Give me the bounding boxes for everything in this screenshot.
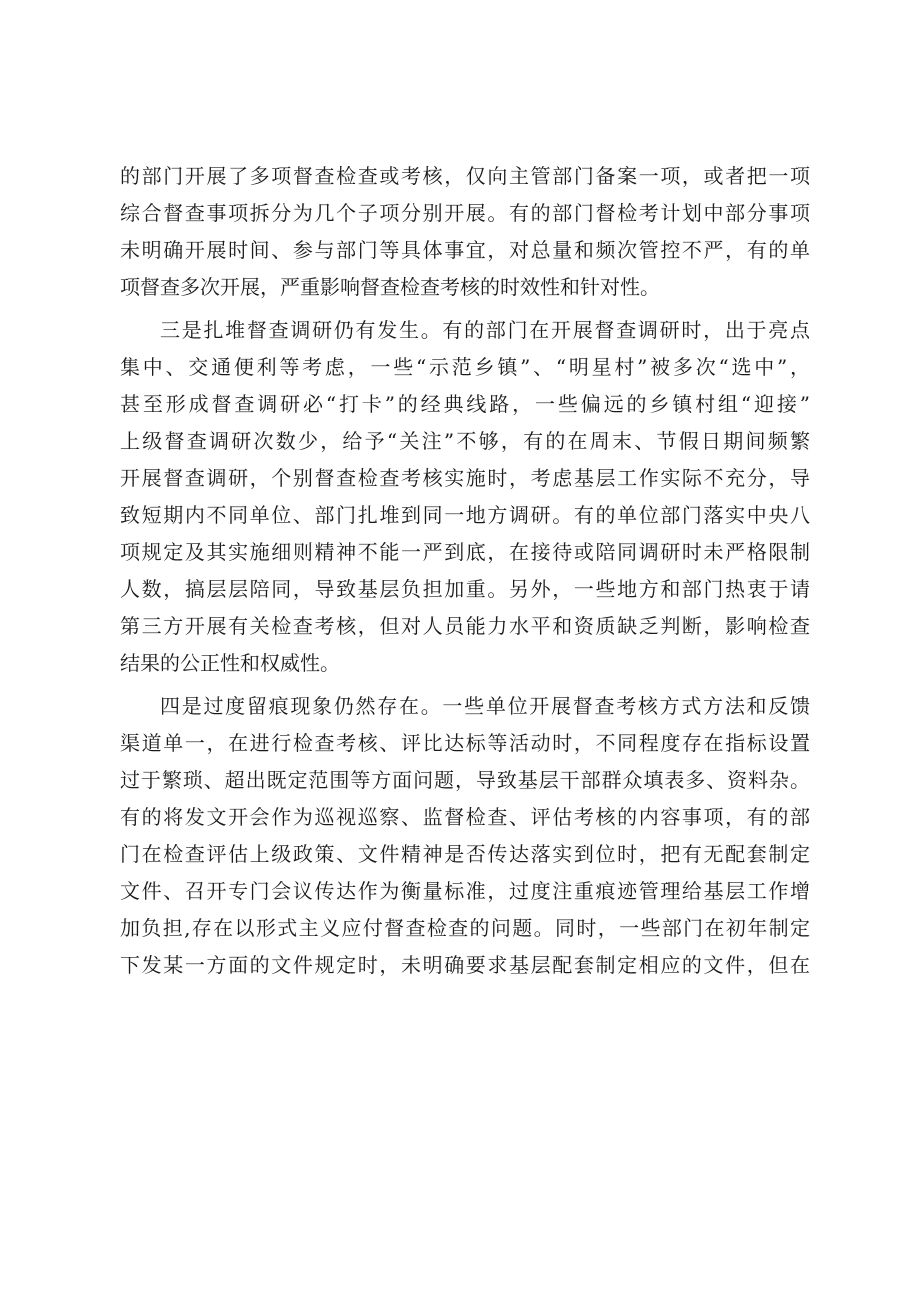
paragraph-line: 项规定及其实施细则精神不能一严到底，在接待或陪同调研时未严格限制	[120, 540, 810, 564]
paragraph-line: 甚至形成督查调研必“打卡”的经典线路，一些偏远的乡镇村组“迎接”	[120, 392, 810, 416]
paragraph-line: 渠道单一，在进行检查考核、评比达标等活动时，不同程度存在指标设置	[120, 731, 810, 755]
paragraph-line: 加负担,存在以形式主义应付督查检查的问题。同时，一些部门在初年制定	[120, 916, 810, 940]
paragraph-2	[120, 312, 810, 682]
paragraph-line: 开展督查调研，个别督查检查考核实施时，考虑基层工作实际不充分，导	[120, 466, 810, 490]
paragraph-line: 的部门开展了多项督查检查或考核，仅向主管部门备案一项，或者把一项	[120, 164, 810, 188]
paragraph-line: 门在检查评估上级政策、文件精神是否传达落实到位时，把有无配套制定	[120, 842, 810, 866]
paragraph-line: 过于繁琐、超出既定范围等方面问题，导致基层干部群众填表多、资料杂。	[120, 768, 810, 792]
paragraph-3	[120, 688, 810, 984]
paragraph-line: 下发某一方面的文件规定时，未明确要求基层配套制定相应的文件，但在	[120, 953, 810, 977]
paragraph-line: 未明确开展时间、参与部门等具体事宜，对总量和频次管控不严，有的单	[120, 238, 810, 262]
paragraph-line: 第三方开展有关检查考核，但对人员能力水平和资质缺乏判断，影响检查	[120, 614, 810, 638]
paragraph-line: 上级督查调研次数少，给予“关注”不够，有的在周末、节假日期间频繁	[120, 429, 810, 453]
paragraph-line: 四是过度留痕现象仍然存在。一些单位开展督查考核方式方法和反馈	[160, 694, 810, 718]
paragraph-1	[120, 158, 810, 306]
paragraph-line: 结果的公正性和权威性。	[120, 651, 340, 675]
paragraph-line: 项督查多次开展，严重影响督查检查考核的时效性和针对性。	[120, 275, 660, 299]
paragraph-line: 人数，搞层层陪同，导致基层负担加重。另外，一些地方和部门热衷于请	[120, 577, 810, 601]
document-body	[120, 158, 810, 990]
paragraph-line: 集中、交通便利等考虑，一些“示范乡镇”、“明星村”被多次“选中”，	[120, 355, 810, 379]
paragraph-line: 三是扎堆督查调研仍有发生。有的部门在开展督查调研时，出于亮点	[160, 318, 810, 342]
paragraph-line: 致短期内不同单位、部门扎堆到同一地方调研。有的单位部门落实中央八	[120, 503, 810, 527]
paragraph-line: 文件、召开专门会议传达作为衡量标准，过度注重痕迹管理给基层工作增	[120, 879, 810, 903]
paragraph-line: 综合督查事项拆分为几个子项分别开展。有的部门督检考计划中部分事项	[120, 201, 810, 225]
paragraph-line: 有的将发文开会作为巡视巡察、监督检查、评估考核的内容事项，有的部	[120, 805, 810, 829]
